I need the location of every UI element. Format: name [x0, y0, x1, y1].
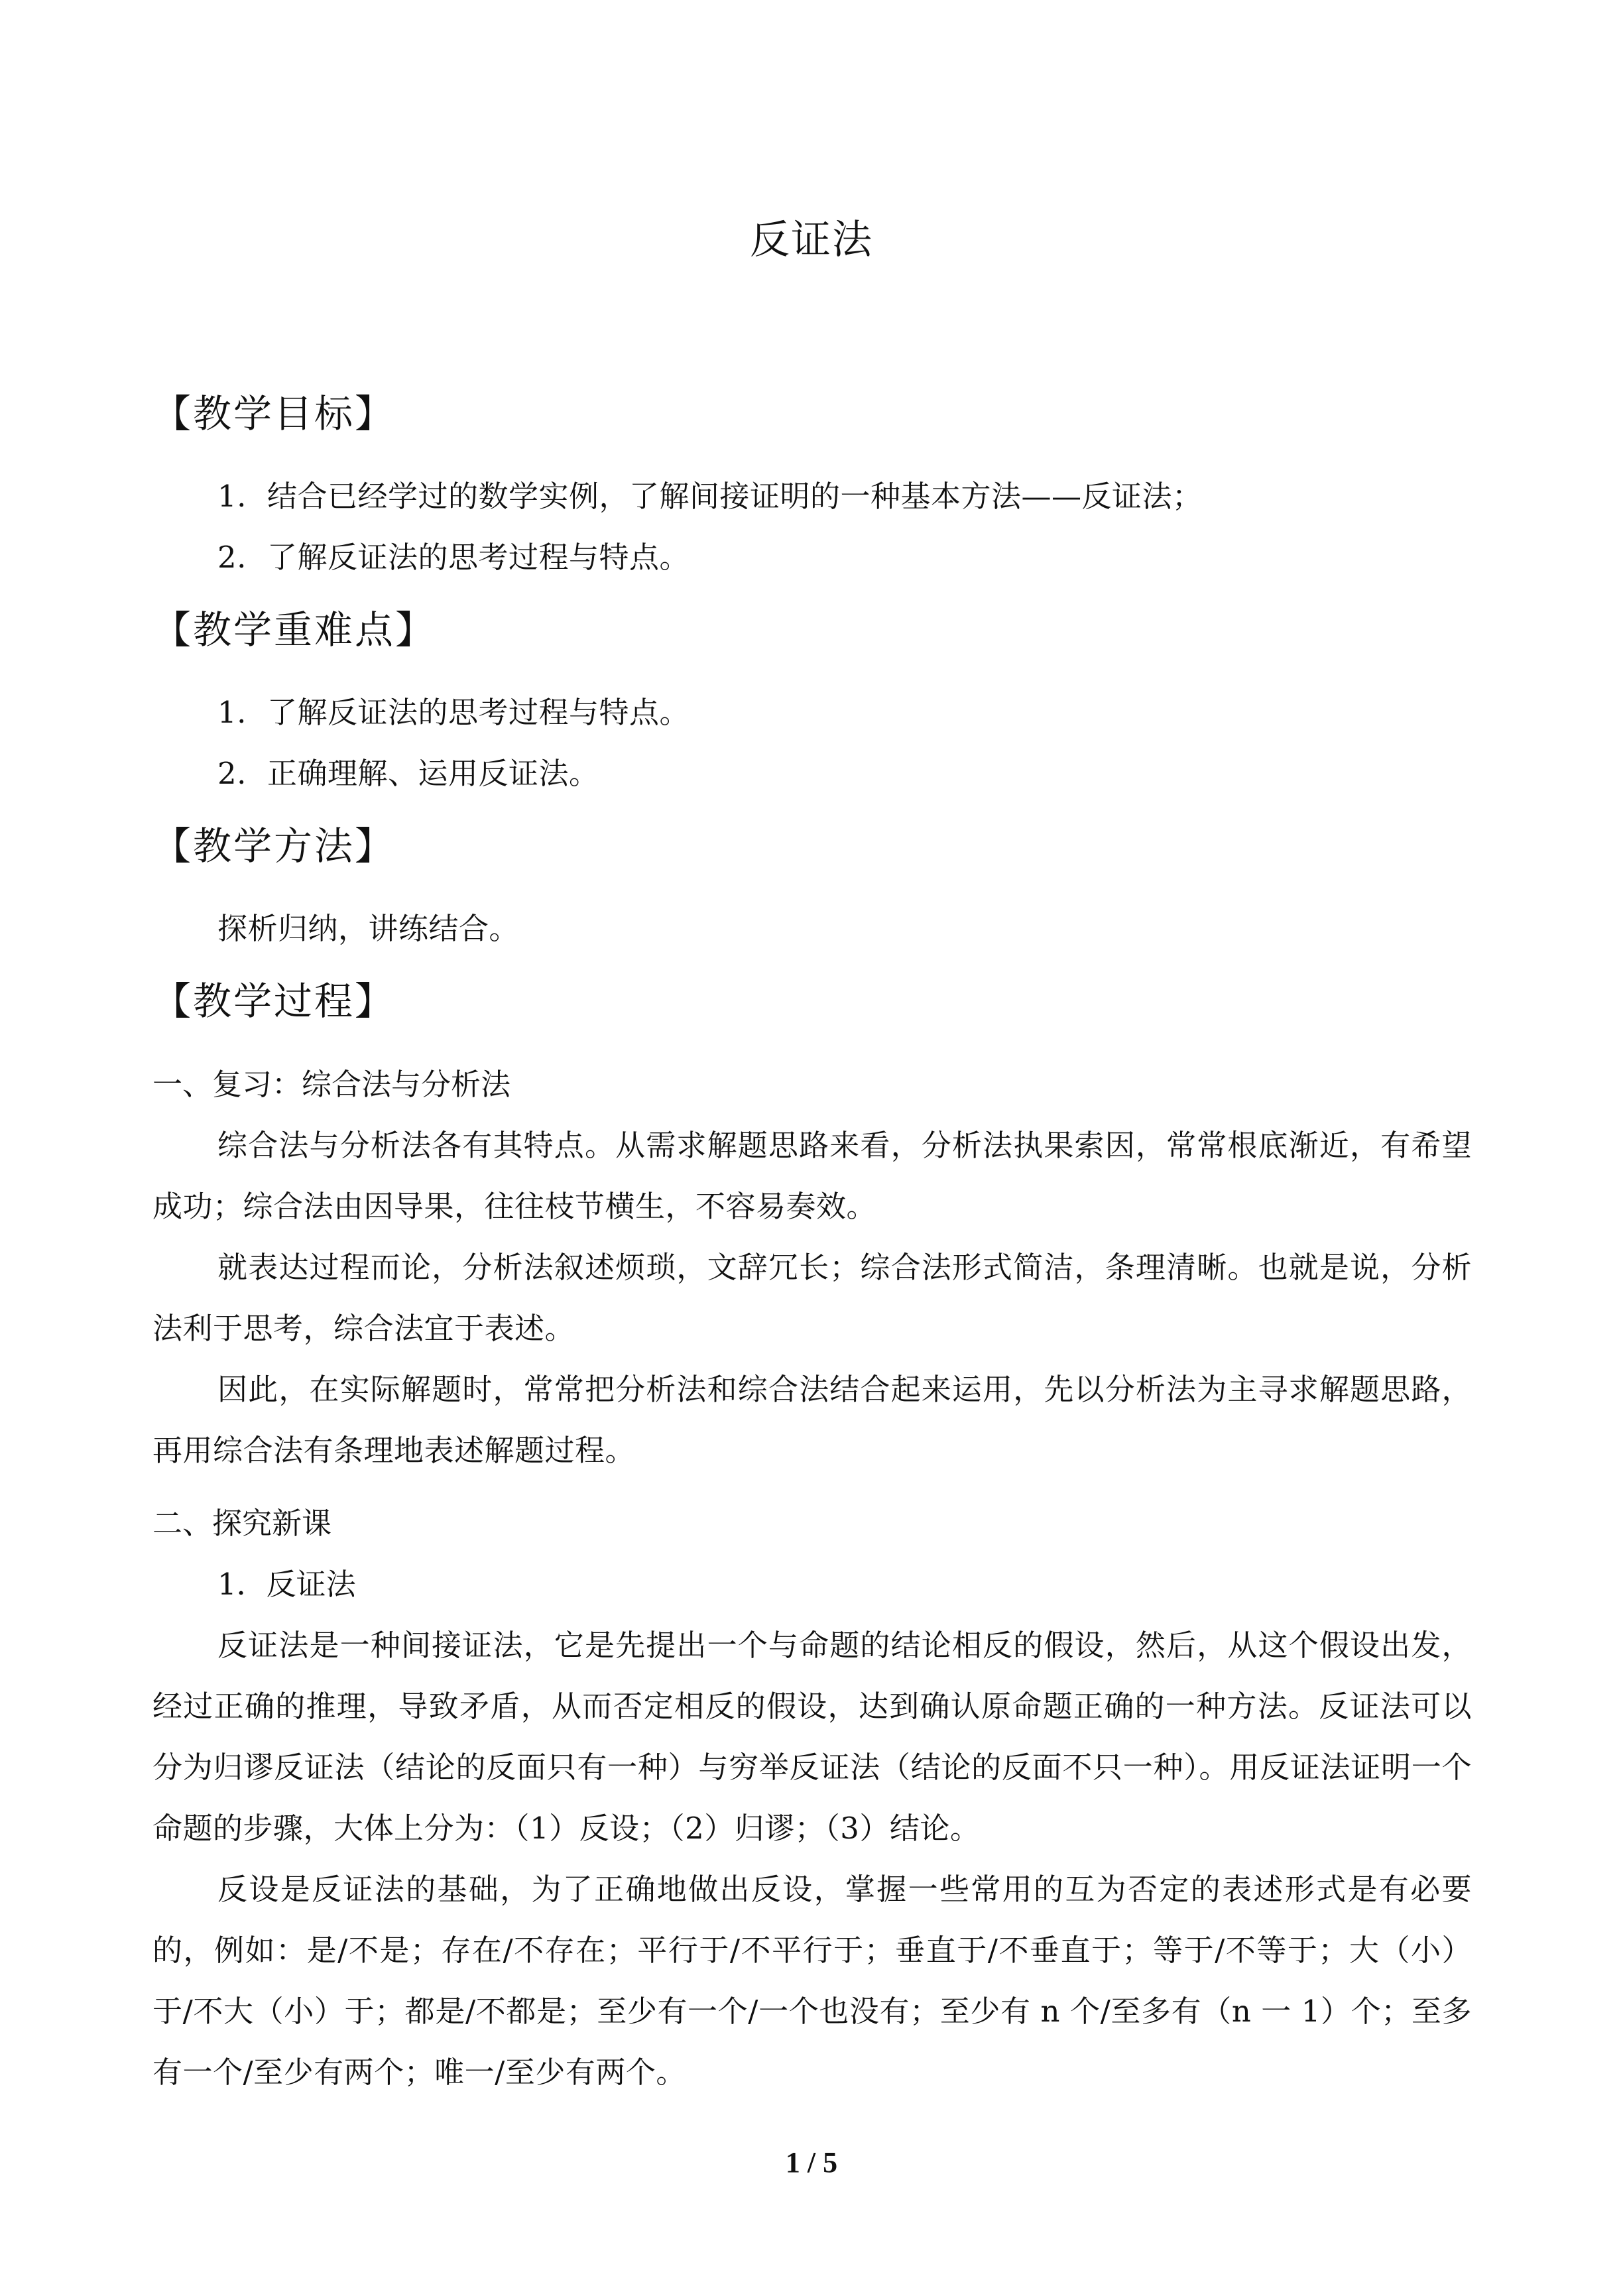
page-number: 1 / 5: [785, 2146, 838, 2179]
list-item-number: 1.: [217, 695, 247, 730]
section-heading-key-points: 【教学重难点】: [152, 607, 436, 652]
paragraph: 反设是反证法的基础，为了正确地做出反设，掌握一些常用的互为否定的表述形式是有必要的，例如：是/不是；存在/不存在；平行于/不平行于；垂直于/不垂直于；等于/不等于；大（小）于/不大（小）于；都是/不都是；至少有一个/一个也没有；至少有 n 个/至多有（n 一 1）个；至多有一个/至少有两个；唯一/至少有两个。: [152, 1872, 1472, 2090]
part-heading-new-lesson: 二、探究新课: [152, 1506, 332, 1541]
list-item-number: 2.: [217, 540, 247, 575]
list-item-number: 1.: [217, 479, 247, 514]
section-heading-methods: 【教学方法】: [152, 823, 396, 869]
section-heading-process: 【教学过程】: [152, 979, 396, 1024]
subheading-proof-by-contradiction: 1．反证法: [217, 1567, 356, 1602]
paragraph: 就表达过程而论，分析法叙述烦琐，文辞冗长；综合法形式简洁，条理清晰。也就是说，分析法利于思考，综合法宜于表述。: [152, 1250, 1472, 1346]
list-item-number: 2.: [217, 756, 247, 791]
paragraph: 因此，在实际解题时，常常把分析法和综合法结合起来运用，先以分析法为主寻求解题思路，再用综合法有条理地表述解题过程。: [152, 1372, 1472, 1468]
list-item: [152, 528, 1472, 587]
list-item: [152, 467, 1472, 526]
list-item-text: 结合已经学过的数学实例，了解间接证明的一种基本方法——反证法；: [267, 479, 1203, 514]
paragraph: 反证法是一种间接证法，它是先提出一个与命题的结论相反的假设，然后，从这个假设出发，经过正确的推理，导致矛盾，从而否定相反的假设，达到确认原命题正确的一种方法。反证法可以分为归谬反证法（结论的反面只有一种）与穷举反证法（结论的反面不只一种）。用反证法证明一个命题的步骤，大体上分为：（1）反设；（2）归谬；（3）结论。: [152, 1628, 1472, 1846]
list-item: [152, 683, 1472, 743]
part-heading-review: 一、复习：综合法与分析法: [152, 1067, 511, 1102]
methods-text: 探析归纳，讲练结合。: [217, 911, 520, 946]
section-heading-objectives: 【教学目标】: [152, 391, 396, 436]
list-item-text: 了解反证法的思考过程与特点。: [267, 540, 690, 575]
document-body: [152, 371, 1472, 2103]
list-item-text: 了解反证法的思考过程与特点。: [267, 695, 690, 730]
paragraph: 综合法与分析法各有其特点。从需求解题思路来看，分析法执果索因，常常根底渐近，有希望成功；综合法由因导果，往往枝节横生，不容易奏效。: [152, 1128, 1472, 1224]
document-title: 反证法: [750, 217, 873, 263]
list-item: [152, 744, 1472, 804]
list-item-text: 正确理解、运用反证法。: [267, 756, 599, 791]
